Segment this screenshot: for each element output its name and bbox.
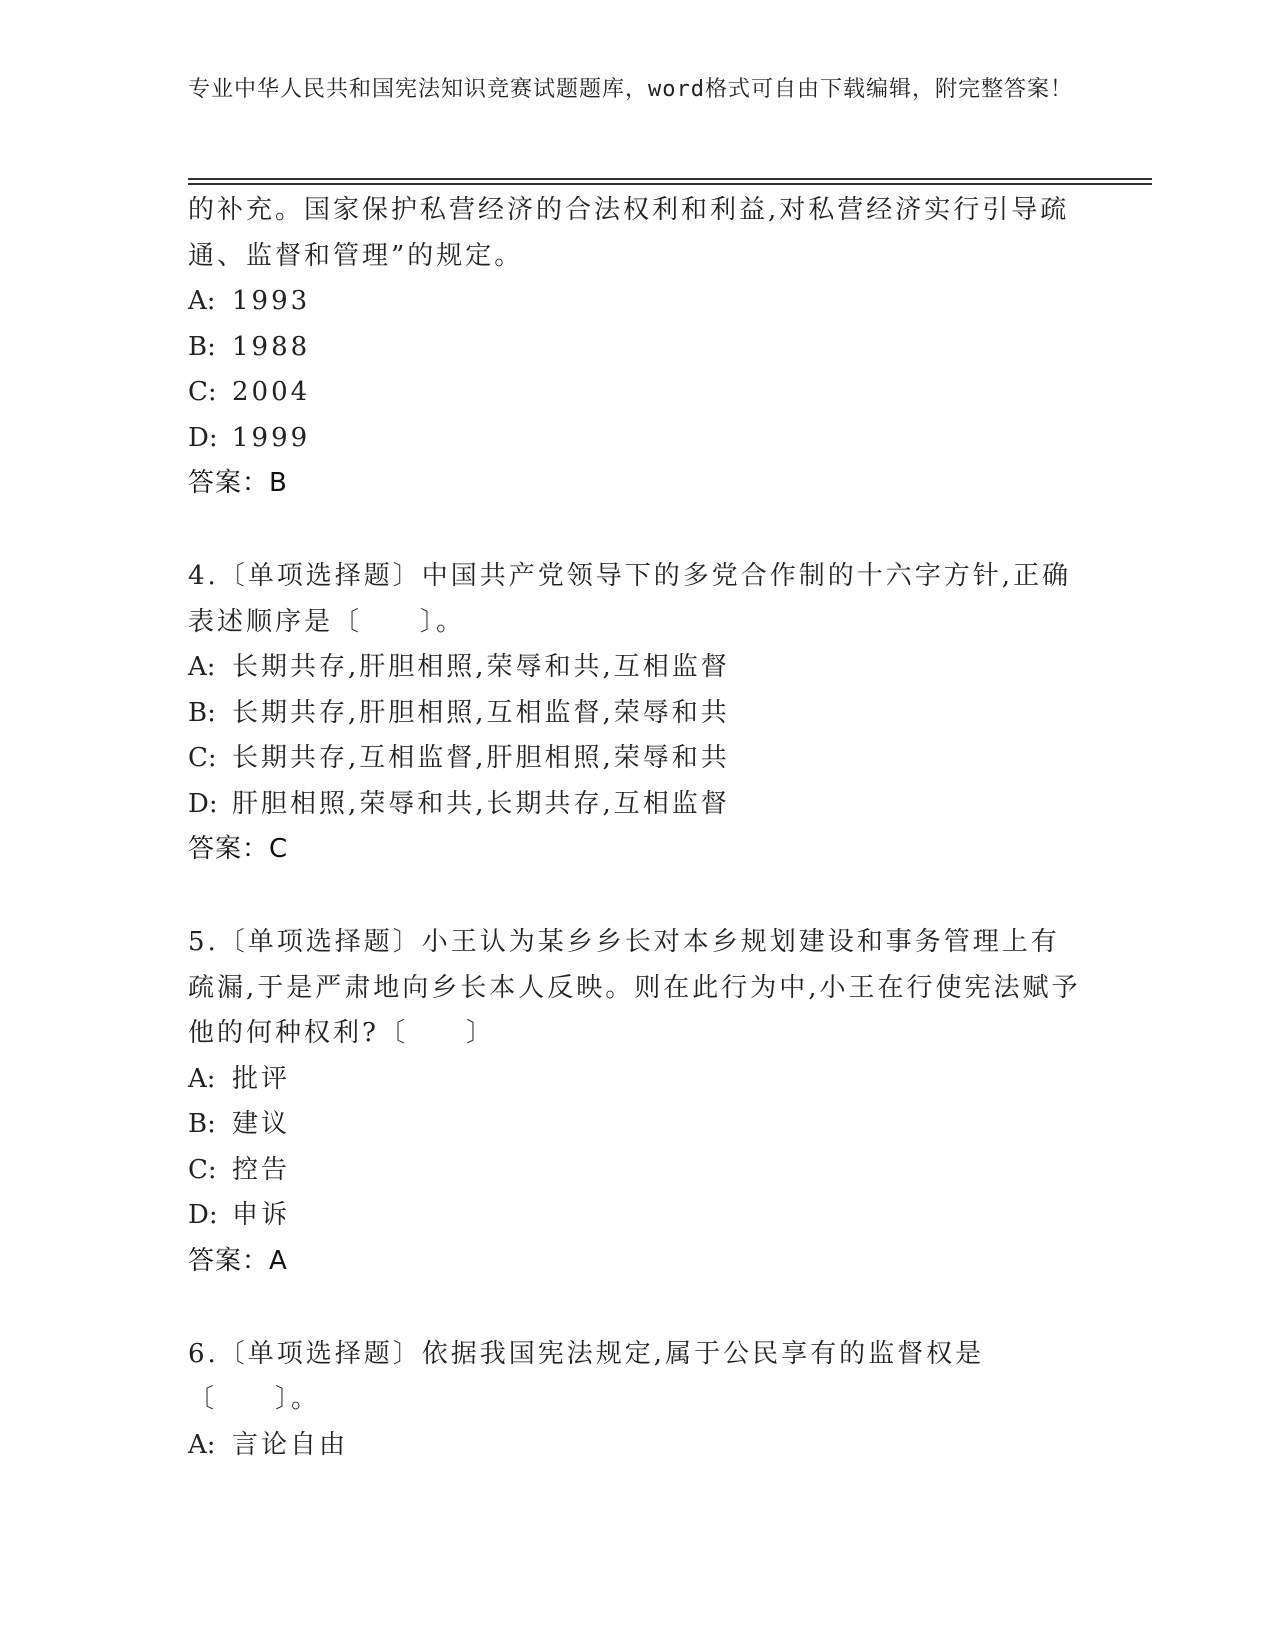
header-rule-top: [188, 178, 1152, 180]
option-letter: A:: [188, 286, 216, 316]
option-a: [188, 1057, 1088, 1103]
option-letter: A:: [188, 652, 216, 682]
option-letter: C:: [188, 377, 217, 407]
header-rule-bottom: [188, 183, 1152, 185]
option-text: 1993: [232, 286, 311, 316]
option-d: [188, 1193, 1088, 1239]
option-text: 言论自由: [232, 1429, 349, 1460]
option-text: 长期共存,肝胆相照,荣辱和共,互相监督: [232, 652, 730, 682]
question-stem: 5.〔单项选择题〕小王认为某乡乡长对本乡规划建设和事务管理上有疏漏,于是严肃地向乡长本人反映。则在此行为中,小王在行使宪法赋予他的何种权利?〔 〕: [188, 927, 1081, 1048]
spacer: [188, 1284, 1088, 1332]
option-letter: D:: [188, 788, 218, 819]
option-letter: B:: [188, 1109, 216, 1139]
answer-line: 答案：A: [188, 1245, 288, 1276]
answer-line: 答案：B: [188, 468, 288, 498]
option-text: 建议: [232, 1109, 291, 1139]
question-stem: 的补充。国家保护私营经济的合法权利和利益,对私营经济实行引导疏通、监督和管理”的规定。: [188, 195, 1070, 271]
option-text: 长期共存,互相监督,肝胆相照,荣辱和共: [232, 743, 730, 773]
option-letter: D:: [188, 422, 218, 453]
option-b: [188, 325, 1088, 371]
option-text: 1999: [232, 422, 311, 453]
option-d: [188, 782, 1088, 828]
question-stem: 4.〔单项选择题〕中国共产党领导下的多党合作制的十六字方针,正确表述顺序是〔 〕。: [188, 561, 1072, 637]
option-letter: C:: [188, 1154, 217, 1185]
option-a: [188, 645, 1088, 691]
option-a: [188, 279, 1088, 325]
option-d: [188, 416, 1088, 462]
option-letter: B:: [188, 331, 216, 362]
spacer: [188, 506, 1088, 554]
option-letter: C:: [188, 743, 217, 773]
question-6: [188, 1332, 1088, 1469]
question-4: [188, 554, 1088, 872]
option-b: [188, 691, 1088, 737]
option-text: 控告: [232, 1154, 291, 1185]
option-b: [188, 1102, 1088, 1148]
option-letter: B:: [188, 697, 216, 728]
question-stem: 6.〔单项选择题〕依据我国宪法规定,属于公民享有的监督权是〔 〕。: [188, 1338, 985, 1414]
option-a: [188, 1423, 1088, 1469]
spacer: [188, 872, 1088, 920]
option-letter: A:: [188, 1063, 216, 1094]
option-text: 肝胆相照,荣辱和共,长期共存,互相监督: [232, 788, 730, 819]
question-3-continuation: [188, 188, 1088, 506]
option-text: 2004: [232, 377, 311, 407]
option-text: 申诉: [232, 1200, 291, 1230]
question-5: [188, 920, 1088, 1284]
option-c: [188, 736, 1088, 782]
option-letter: D:: [188, 1200, 218, 1230]
option-letter: A:: [188, 1429, 216, 1460]
option-text: 批评: [232, 1063, 291, 1094]
option-text: 长期共存,肝胆相照,互相监督,荣辱和共: [232, 697, 730, 728]
option-c: [188, 1148, 1088, 1194]
option-text: 1988: [232, 331, 311, 362]
option-c: [188, 370, 1088, 416]
page-header: 专业中华人民共和国宪法知识竞赛试题题库，word格式可自由下载编辑，附完整答案！: [188, 77, 1073, 102]
document-body: [188, 188, 1088, 1468]
answer-line: 答案：C: [188, 834, 289, 864]
